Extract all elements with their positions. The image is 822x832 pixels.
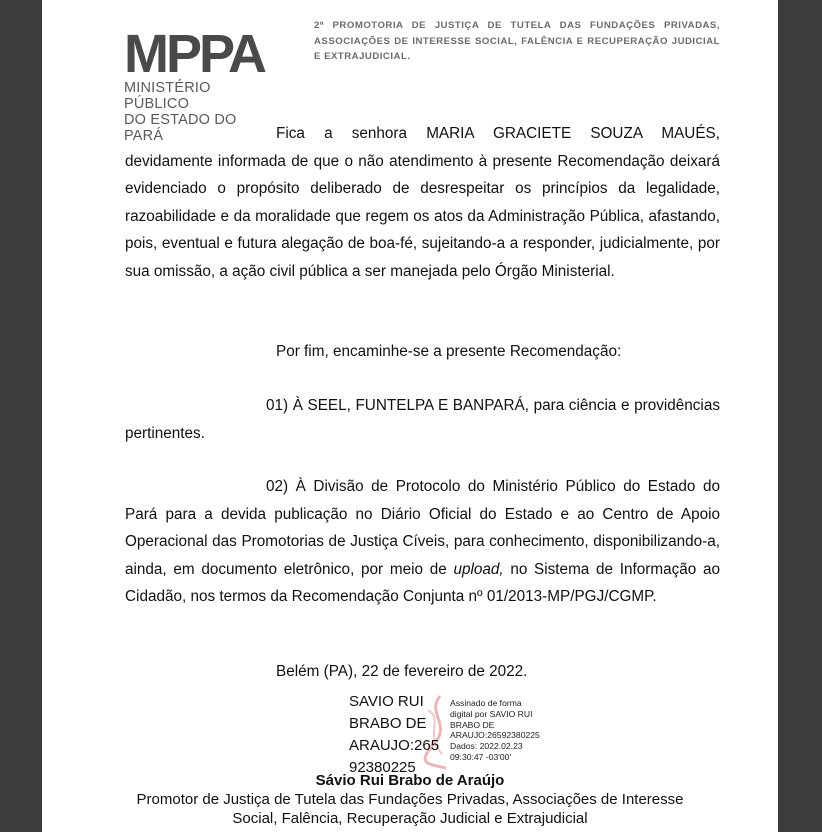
- digital-signature-details: [450, 698, 560, 763]
- digital-signer-line: SAVIO RUI: [349, 693, 424, 710]
- digital-signer-line: ARAUJO:265: [349, 737, 440, 754]
- logo-subtitle-line1: MINISTÉRIO PÚBLICO: [124, 80, 211, 112]
- paragraph-item-02-text: [125, 473, 720, 611]
- paragraph-item-02-part1: 02) À Divisão de Protocolo do Ministério Público do Estado do Pará para a devida publicação no Diário Oficial do Estado e ao Centro de Apoio Operacional das Promotorias de Justiça Cíveis, para conhecimento, disponibilizando-a, ainda, em documento eletrônico, por meio de: [125, 478, 720, 578]
- digital-signature-line: 09:30:47 -03'00': [450, 751, 512, 762]
- paragraph-item-01-text: 01) À SEEL, FUNTELPA E BANPARÁ, para ciência e providências pertinentes.: [125, 397, 720, 442]
- paragraph-forward-text: Por fim, encaminhe-se a presente Recomendação:: [276, 343, 622, 360]
- signer-title-line2: Social, Falência, Recuperação Judicial e Extrajudicial: [232, 810, 588, 827]
- paragraph-forward: [125, 338, 720, 366]
- digital-signature-line: Assinado de forma: [450, 698, 522, 708]
- paragraph-item-02-italic: upload,: [453, 560, 504, 578]
- paragraph-notice: [125, 120, 720, 285]
- digital-signature-line: ARAUJO:26592380225: [450, 730, 540, 741]
- logo-subtitle-line2: DO ESTADO DO PARÁ: [124, 112, 237, 144]
- digital-signer-block: [349, 691, 441, 779]
- header-org-unit: 2ª PROMOTORIA DE JUSTIÇA DE TUTELA DAS FUNDAÇÕES PRIVADAS, ASSOCIAÇÕES DE INTERESSE SOCIAL, FALÊNCIA E RECUPERAÇÃO JUDICIAL E EXTRAJUDICIAL.: [314, 20, 720, 62]
- signer-title-line1: Promotor de Justiça de Tutela das Fundações Privadas, Associações de Interesse: [136, 791, 684, 808]
- date-line: Belém (PA), 22 de fevereiro de 2022.: [276, 663, 528, 680]
- digital-signer-line: BRABO DE: [349, 715, 427, 732]
- paragraph-notice-text: Fica a senhora MARIA GRACIETE SOUZA MAUÉS, devidamente informada de que o não atendimento à presente Recomendação deixará evidenciado o propósito deliberado de desrespeitar os princípios da legalidade, razoabilidade e da moralidade que regem os atos da Administração Pública, afastando, pois, eventual e futura alegação de boa-fé, sujeitando-a a responder, judicialmente, por sua omissão, a ação civil pública a ser manejada pelo Órgão Ministerial.: [125, 125, 720, 280]
- digital-signature-line: digital por SAVIO RUI: [450, 708, 533, 719]
- digital-signer-line: 92380225: [349, 759, 416, 776]
- signer-name: Sávio Rui Brabo de Araújo: [315, 772, 505, 789]
- mppa-logo-mark: [124, 30, 266, 74]
- paragraph-item-02-part2: no Sistema de Informação ao Cidadão, nos termos da Recomendação Conjunta nº 01/2013-MP/PGJ/CGMP.: [125, 560, 720, 605]
- paragraph-item-01: [125, 392, 720, 447]
- document-page: [42, 0, 778, 832]
- paragraph-item-02: [125, 473, 720, 611]
- digital-signature-line: BRABO DE: [450, 719, 495, 730]
- digital-signature-line: Dados: 2022.02.23: [450, 741, 523, 752]
- logo-lettering: MPPA: [124, 30, 265, 74]
